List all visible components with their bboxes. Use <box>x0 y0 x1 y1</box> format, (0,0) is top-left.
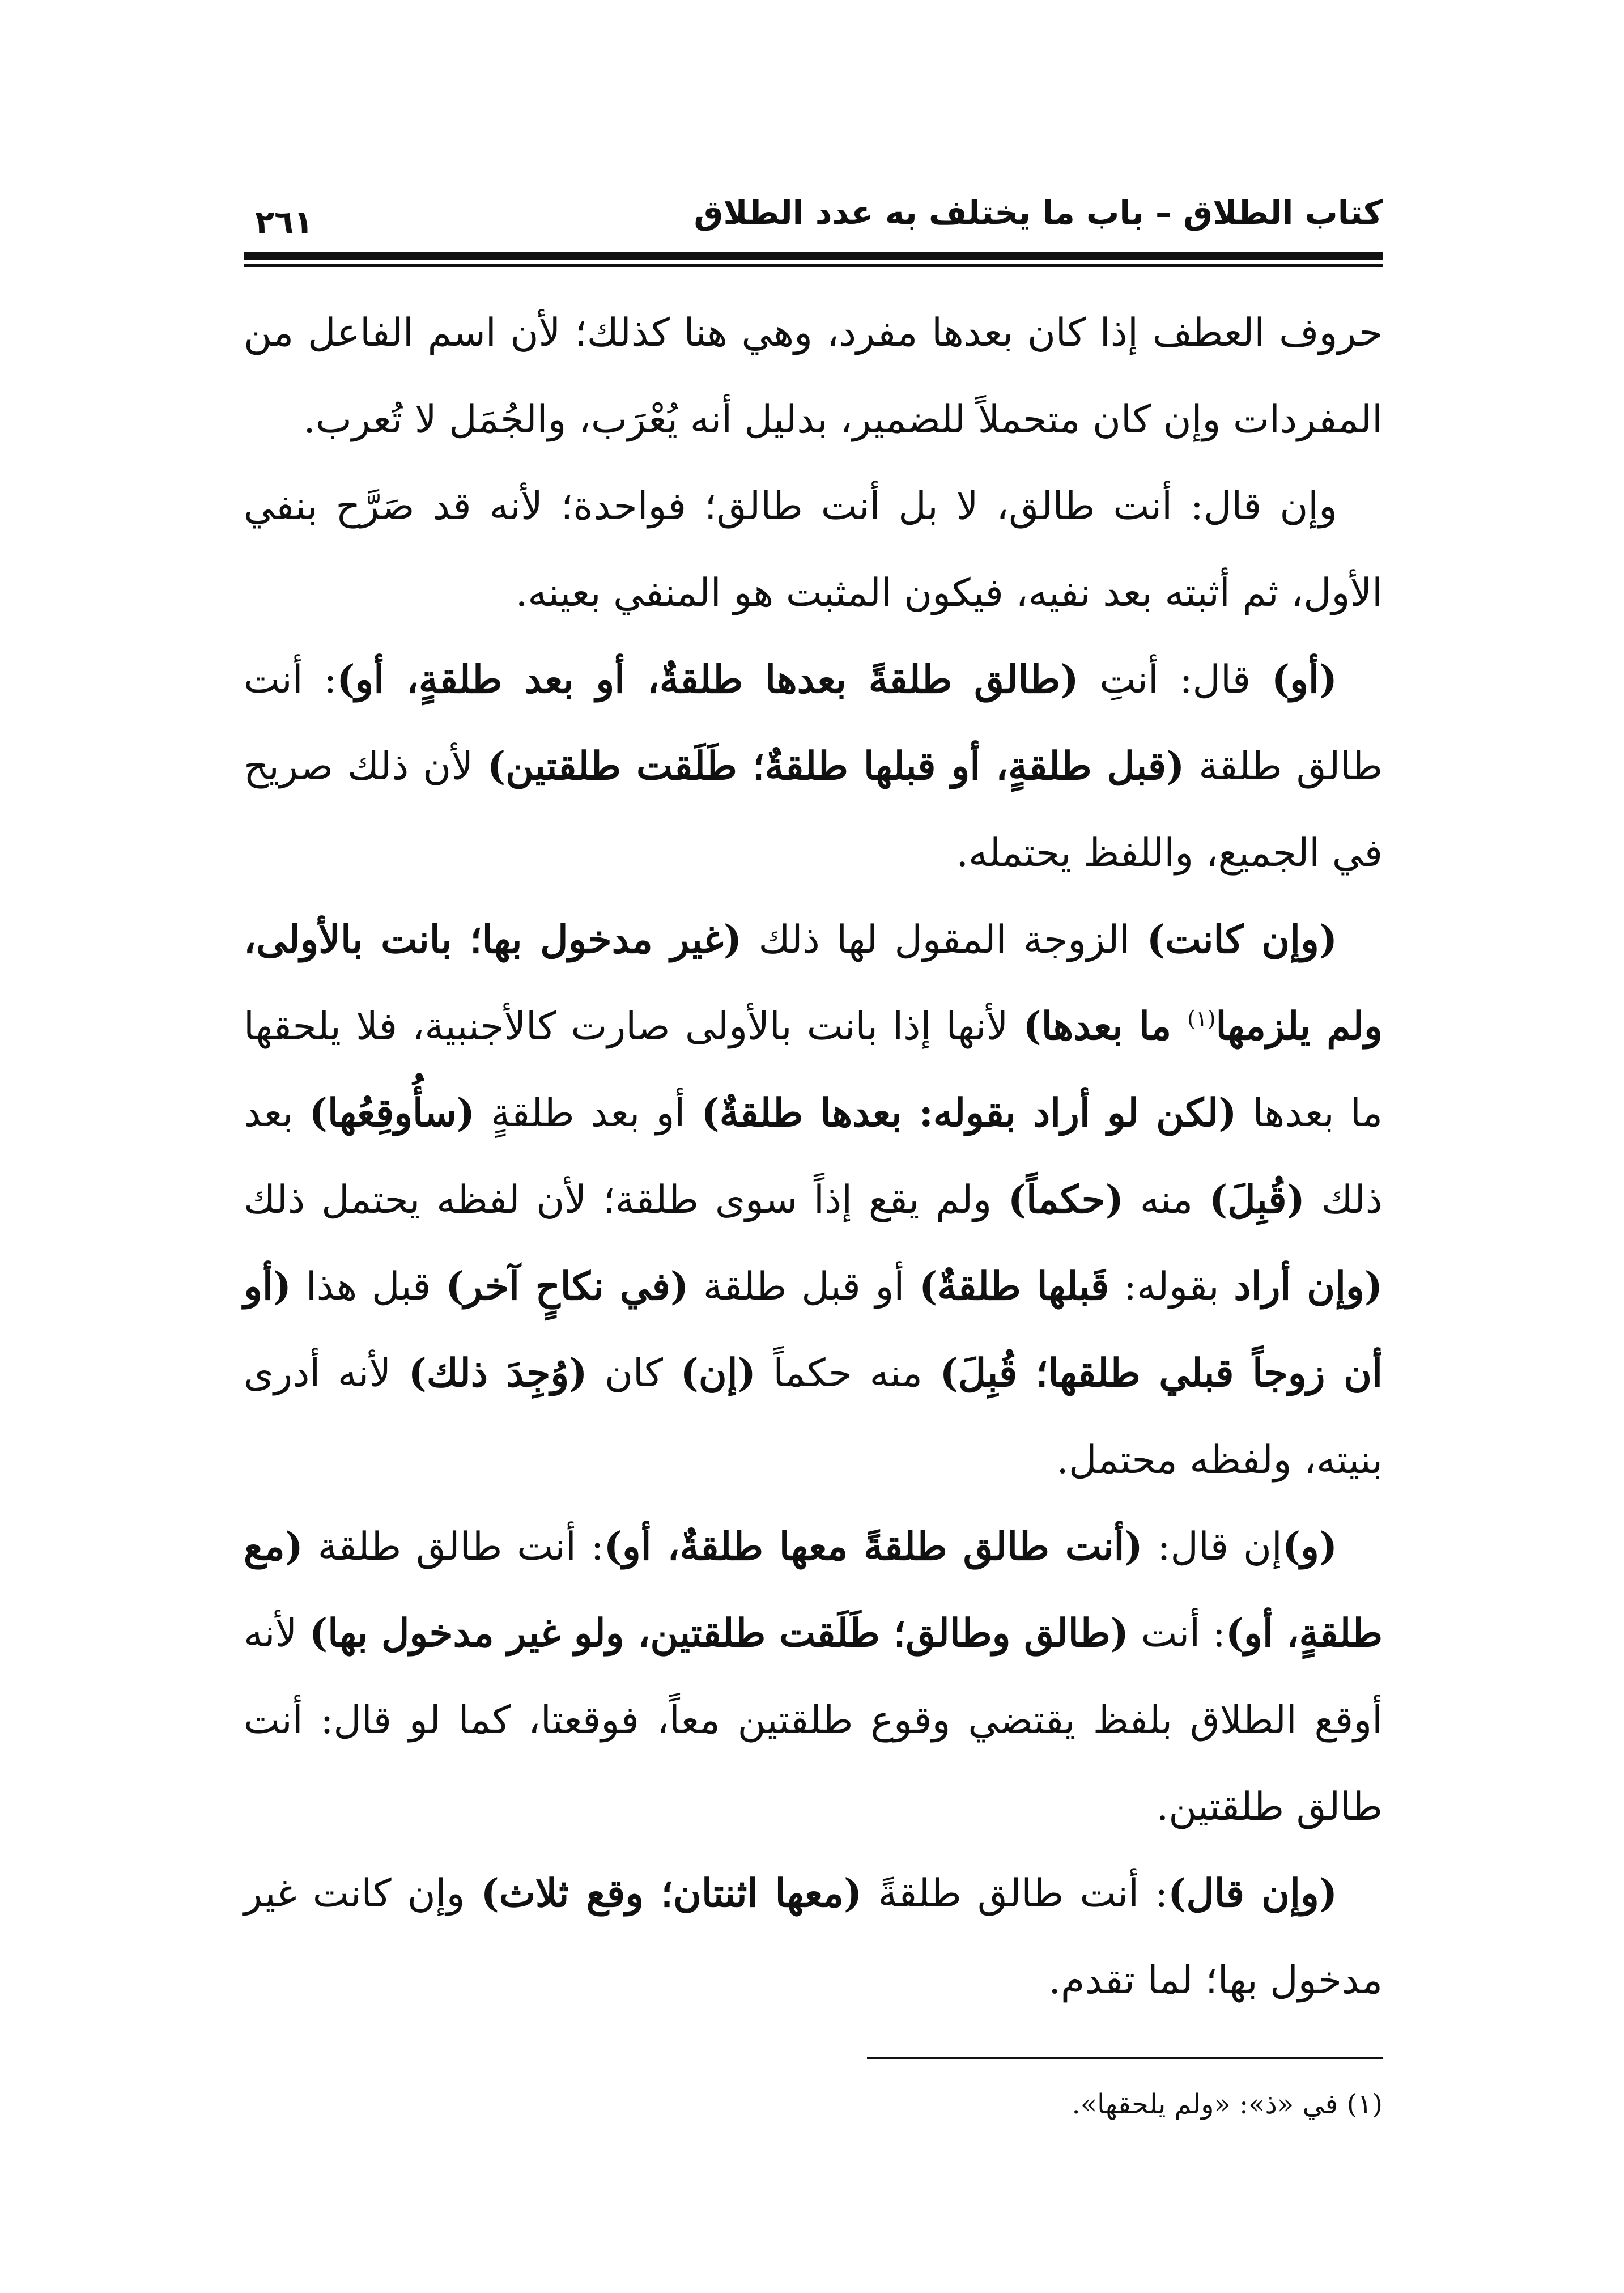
paragraph-4 <box>244 897 1383 1504</box>
matn-text: (في نكاحٍ آخر) <box>445 1264 689 1309</box>
matn-text: (حكماً) <box>1007 1177 1124 1222</box>
sharh-text: ولم يقع إذاً سوى طلقة؛ لأن لفظه يحتمل ذلك <box>244 1178 1008 1222</box>
sharh-text: قبل هذا <box>291 1264 446 1309</box>
paragraph-2: وإن قال: أنت طالق، لا بل أنت طالق؛ فواحدة؛ لأنه قد صَرَّح بنفي الأول، ثم أثبته بعد نفيه، فيكون المثبت هو المنفي بعينه. <box>244 484 1383 615</box>
matn-text: (لكن لو أراد بقوله: بعدها طلقةٌ) <box>701 1090 1237 1136</box>
running-header <box>244 187 1383 249</box>
matn-text: (طالق وطالق؛ طَلَقت طلقتين، ولو غير مدخول بها) <box>309 1611 1129 1656</box>
sharh-text: إن قال: <box>1142 1525 1282 1569</box>
sharh-text: لأنه أدرى بنيته، ولفظه محتمل. <box>244 1351 1383 1483</box>
sharh-text: لأن ذلك صريح في الجميع، واللفظ يحتمله. <box>244 744 1383 876</box>
matn-text: (معها اثنتان؛ وقع ثلاث) <box>481 1871 862 1916</box>
footnote-1: (١) في «ذ»: «ولم يلحقها». <box>1072 2088 1383 2120</box>
main-text <box>244 290 1383 2024</box>
sharh-text: لأنها إذا بانت بالأولى صارت كالأجنبية، فلا يلحقها ما بعدها <box>244 1004 1383 1136</box>
sharh-text: منه حكماً <box>755 1351 940 1396</box>
matn-text: ما بعدها) <box>1023 1004 1188 1049</box>
sharh-text: قال: أنتِ <box>1078 657 1272 702</box>
page-number: ٢٦١ <box>255 204 313 241</box>
sharh-text: أو بعد طلقةٍ <box>474 1091 702 1136</box>
matn-text: (وإن قال) <box>1168 1871 1338 1916</box>
matn-text: (طالق طلقةً بعدها طلقةٌ، أو بعد طلقةٍ، أو) <box>337 657 1079 702</box>
header-rule-thin <box>244 264 1383 267</box>
book-page <box>244 187 1383 2120</box>
chapter-title: كتاب الطلاق – باب ما يختلف به عدد الطلاق <box>694 193 1383 232</box>
paragraph-6 <box>244 1850 1383 2024</box>
sharh-text: كان <box>587 1351 681 1396</box>
matn-text: (و) <box>1282 1524 1338 1569</box>
sharh-text: : أنت طالق طلقة <box>303 1525 604 1569</box>
matn-text: (أو أن زوجاً قبلي طلقها؛ قُبِلَ) <box>244 1264 1383 1396</box>
header-rule-thick <box>244 252 1383 260</box>
matn-text: (أنت طالق طلقةً معها طلقةٌ، أو) <box>603 1524 1143 1569</box>
matn-text: (قبل طلقةٍ، أو قبلها طلقةٌ؛ طَلَقت طلقتين) <box>487 744 1185 789</box>
sharh-text: منه <box>1123 1178 1209 1222</box>
sharh-text: الزوجة المقول لها ذلك <box>742 918 1147 962</box>
sharh-text: بعد ذلك <box>244 1091 1383 1222</box>
paragraph-1: حروف العطف إذا كان بعدها مفرد، وهي هنا كذلك؛ لأن اسم الفاعل من المفردات وإن كان متحملاً للضمير، بدليل أنه يُعْرَب، والجُمَل لا تُعرب. <box>244 311 1383 442</box>
sharh-text: أو قبل طلقة <box>688 1264 920 1309</box>
sharh-text: وإن كانت غير مدخول بها؛ لما تقدم. <box>244 1871 1383 2003</box>
matn-text: (أو) <box>1271 657 1337 702</box>
matn-text: (وُجِدَ ذلك) <box>408 1351 588 1396</box>
footnote-marker: (١) <box>1187 1006 1216 1031</box>
sharh-text: : أنت طالق طلقةً <box>862 1871 1168 1916</box>
paragraph-3 <box>244 636 1383 897</box>
sharh-text: لأنه أوقع الطلاق بلفظ يقتضي وقوع طلقتين معاً، فوقعتا، كما لو قال: أنت طالق طلقتين. <box>244 1611 1383 1829</box>
sharh-text: : أنت طالق طلقة <box>244 657 1383 789</box>
matn-text: (قُبِلَ) <box>1209 1177 1305 1222</box>
sharh-text: بقوله: <box>1109 1264 1234 1309</box>
matn-text: (وإن أراد <box>1234 1264 1383 1309</box>
footnote-separator <box>867 2057 1383 2059</box>
matn-text: (وإن كانت) <box>1146 917 1337 962</box>
paragraph-5 <box>244 1504 1383 1850</box>
matn-text: قَبلها طلقةٌ) <box>919 1264 1109 1309</box>
sharh-text: : أنت <box>1128 1611 1226 1656</box>
matn-text: (إن) <box>680 1351 756 1396</box>
matn-text: (سأُوقِعُها) <box>309 1090 475 1136</box>
matn-text: (غير مدخول بها؛ بانت بالأولى، ولم يلزمها <box>244 917 1383 1049</box>
matn-text: (مع طلقةٍ، أو) <box>244 1524 1383 1656</box>
